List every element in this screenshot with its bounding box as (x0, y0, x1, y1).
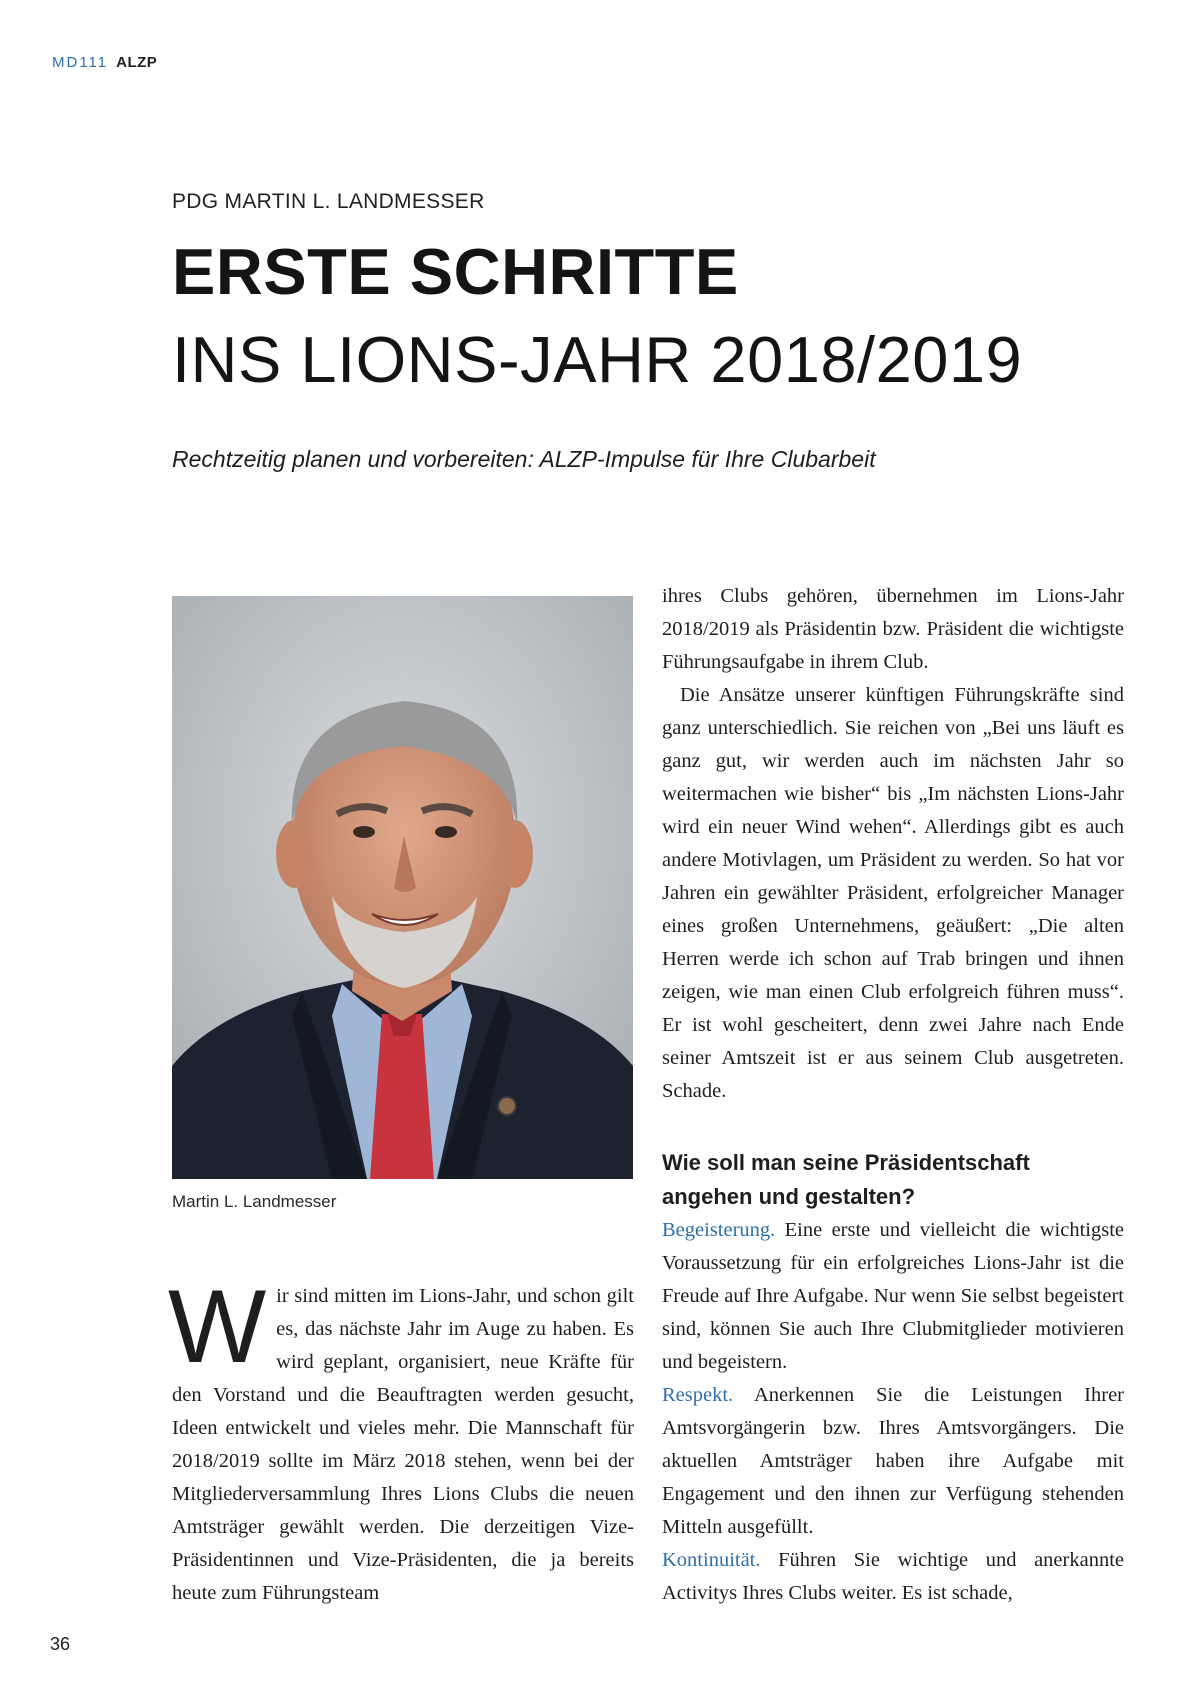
drop-cap: W (168, 1269, 267, 1385)
right-column-bottom (662, 1214, 1124, 1610)
paragraph-1: ihres Clubs gehören, übernehmen im Lions-Jahr 2018/2019 als Präsidentin bzw. Präsident die wichtigste Führungsaufgabe in ihrem Club. (662, 585, 1124, 673)
magazine-label: ALZP (116, 54, 158, 71)
item-kontinuitaet (662, 1544, 1124, 1610)
item-text: Eine erste und vielleicht die wichtigste Voraussetzung für ein erfolgreiches Lions-Jahr ist die Freude auf Ihre Aufgabe. Nur wenn Sie selbst begeistert sind, können Sie auch Ihre Clubmitglieder motivieren und begeistern. (662, 1219, 1124, 1373)
running-header (52, 54, 157, 71)
photo-caption: Martin L. Landmesser (172, 1192, 337, 1211)
item-begeisterung (662, 1214, 1124, 1379)
paragraph-2: Die Ansätze unserer künftigen Führungskräfte sind ganz unterschiedlich. Sie reichen von „Bei uns läuft es ganz gut, wir werden auch im nächsten Jahr so weitermachen wie bisher“ bis „Im nächsten Lions-Jahr wird ein neuer Wind wehen“. Allerdings gibt es auch andere Motivlagen, um Präsident zu werden. So hat vor Jahren ein gewählter Präsident, erfolgreicher Manager eines großen Unternehmens, geäußert: „Die alten Herren werde ich schon auf Trab bringen und ihnen zeigen, wie man einen Club erfolgreich führen muss“. Er ist wohl gescheitert, denn zwei Jahre nach Ende seiner Amtszeit ist er aus seinem Club ausgetreten. Schade. (662, 684, 1124, 1102)
section-label: MD111 (52, 54, 109, 71)
page-number: 36 (50, 1634, 71, 1654)
portrait-illustration (172, 596, 633, 1179)
item-respekt (662, 1379, 1124, 1544)
item-text: Anerkennen Sie die Leistungen Ihrer Amtsvorgängerin bzw. Ihres Amtsvorgängers. Die aktuellen Amtsträger haben ihre Aufgabe mit Engagement und den ihnen zur Verfügung stehenden Mitteln ausgefüllt. (662, 1384, 1124, 1538)
keyword: Begeisterung. (662, 1219, 776, 1241)
left-column (168, 1269, 634, 1610)
article-title-line2: INS LIONS-JAHR 2018/2019 (172, 323, 1023, 396)
article-author: PDG MARTIN L. LANDMESSER (172, 190, 485, 213)
right-column-top (662, 580, 1124, 1108)
section-heading: Wie soll man seine Präsidentschaft angehen und gestalten? (662, 1150, 1030, 1209)
article-subtitle: Rechtzeitig planen und vorbereiten: ALZP-Impulse für Ihre Clubarbeit (172, 446, 876, 472)
article-title-line1: ERSTE SCHRITTE (172, 235, 739, 308)
left-column-text: ir sind mitten im Lions-Jahr, und schon gilt es, das nächste Jahr im Auge zu haben. Es wird geplant, organisiert, neue Kräfte für den Vorstand und die Beauftragten werden gesucht, Ideen entwickelt und vieles mehr. Die Mannschaft für 2018/2019 sollte im März 2018 stehen, wenn bei der Mitgliederversammlung Ihres Lions Clubs die neuen Amtsträger gewählt werden. Die derzeitigen Vize-Präsidentinnen und Vize-Präsidenten, die ja bereits heute zum Führungsteam (172, 1285, 634, 1604)
keyword: Respekt. (662, 1384, 734, 1406)
portrait-photo (172, 596, 633, 1179)
item-text: Führen Sie wichtige und anerkannte Activitys Ihres Clubs weiter. Es ist schade, (662, 1549, 1125, 1604)
keyword: Kontinuität. (662, 1549, 761, 1571)
